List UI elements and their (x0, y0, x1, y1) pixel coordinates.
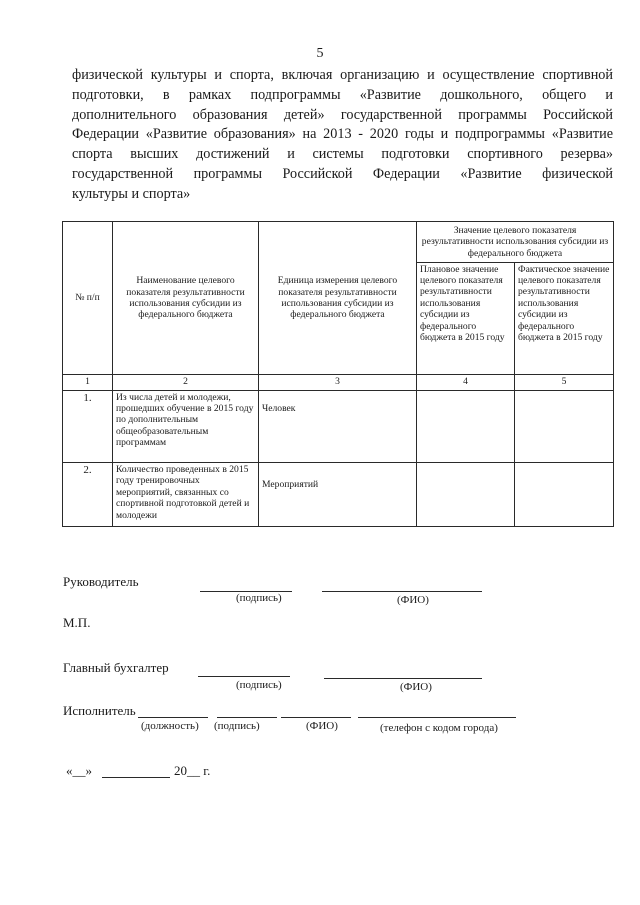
table-row (63, 390, 614, 462)
row-unit: Мероприятий (259, 462, 417, 526)
accountant-name-line (324, 678, 482, 679)
header-unit: Единица измерения целевого показателя результативности использования субсидии из федерального бюджета (259, 222, 417, 375)
row-actual-value (515, 390, 614, 462)
executor-phone-line (358, 717, 516, 718)
accountant-name-caption: (ФИО) (400, 681, 432, 693)
seal-label: М.П. (63, 615, 91, 630)
head-signature-caption: (подпись) (236, 592, 282, 604)
column-number: 1 (63, 375, 113, 390)
intro-line: физической культуры и спорта, включая организацию и осуществление спортивной (72, 67, 613, 83)
table-row (63, 462, 614, 526)
intro-line: культуры и спорта» (72, 185, 191, 202)
date-month-line (102, 777, 170, 778)
accountant-signature-line (198, 676, 290, 677)
column-number: 4 (417, 375, 515, 390)
row-planned-value (417, 390, 515, 462)
column-number: 2 (113, 375, 259, 390)
row-number: 2. (63, 462, 113, 526)
intro-line: подготовки, в рамках подпрограммы «Развитие дошкольного, общего и (72, 86, 613, 103)
header-actual-value: Фактическое значение целевого показателя результативности использования субсидии из федерального бюджета в 2015 году (515, 262, 614, 375)
executor-signature-caption: (подпись) (214, 720, 260, 732)
accountant-label: Главный бухгалтер (63, 660, 169, 675)
accountant-signature-caption: (подпись) (236, 679, 282, 691)
row-planned-value (417, 462, 515, 526)
header-indicator-name: Наименование целевого показателя результативности использования субсидии из федерального бюджета (113, 222, 259, 375)
intro-paragraph (72, 66, 613, 205)
column-number: 5 (515, 375, 614, 390)
executor-name-caption: (ФИО) (306, 720, 338, 732)
page-number: 5 (316, 46, 324, 61)
indicator-table (62, 221, 614, 527)
row-indicator-name: Количество проведенных в 2015 году тренировочных мероприятий, связанных со спортивной подготовкой детей и молодежи (113, 462, 259, 526)
date-day: «__» (66, 763, 92, 778)
intro-line: спорта высших достижений и системы подготовки спортивного резерва» (72, 146, 613, 163)
header-number: № п/п (63, 222, 113, 375)
row-unit: Человек (259, 390, 417, 462)
head-name-caption: (ФИО) (397, 594, 429, 606)
head-name-line (322, 591, 482, 592)
intro-line: государственной программы Российской Федерации «Развитие физической (72, 165, 613, 182)
executor-signature-line (217, 717, 277, 718)
head-label: Руководитель (63, 574, 139, 589)
executor-phone-caption: (телефон с кодом города) (380, 722, 498, 734)
header-planned-value: Плановое значение целевого показателя результативности использования субсидии из федерального бюджета в 2015 году (417, 262, 515, 375)
executor-position-caption: (должность) (141, 720, 199, 732)
row-indicator-name: Из числа детей и молодежи, прошедших обучение в 2015 году по дополнительным общеобразовательным программам (113, 390, 259, 462)
executor-position-line (138, 717, 208, 718)
intro-line: дополнительного образования детей» государственной программы Российской (72, 106, 613, 123)
executor-label: Исполнитель (63, 703, 136, 718)
row-actual-value (515, 462, 614, 526)
row-number: 1. (63, 390, 113, 462)
intro-line: Федерации «Развитие образования» на 2013 - 2020 годы и подпрограммы «Развитие (72, 126, 613, 143)
date-year: 20__ г. (174, 763, 211, 778)
column-number: 3 (259, 375, 417, 390)
executor-name-line (281, 717, 351, 718)
header-value-group: Значение целевого показателя результативности использования субсидии из федерального бюджета (417, 222, 614, 263)
